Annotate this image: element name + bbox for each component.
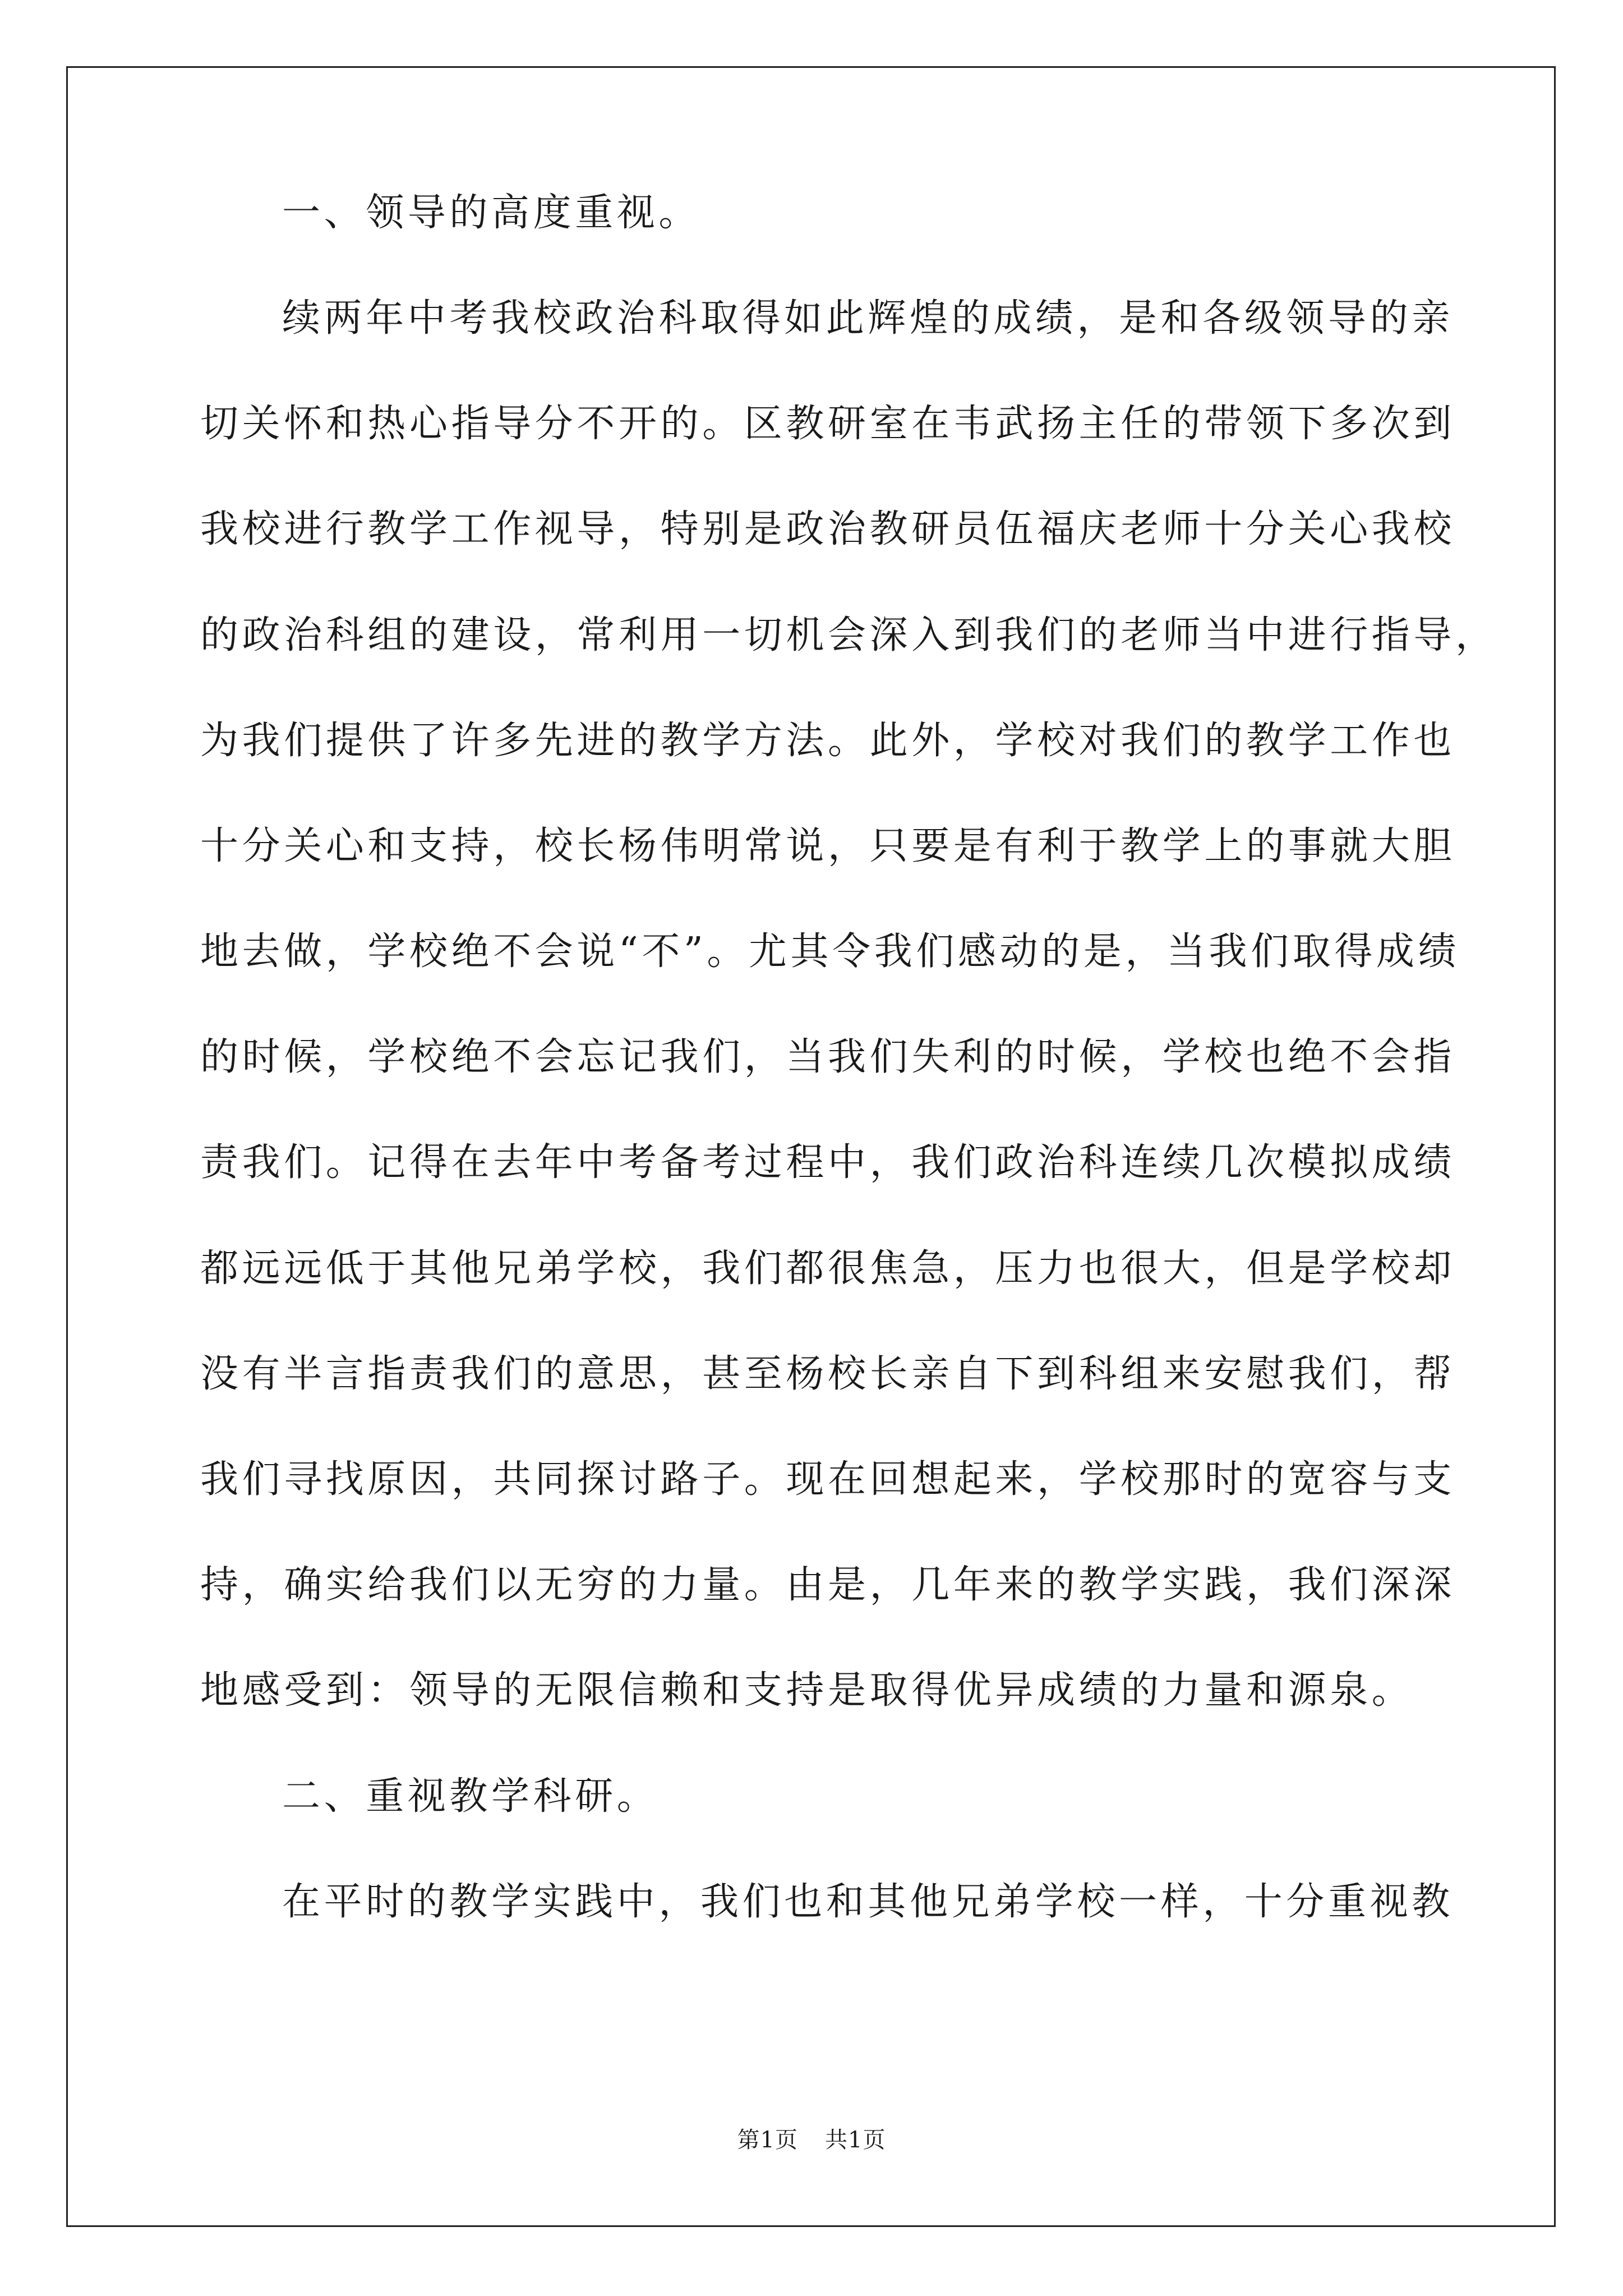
page-footer bbox=[0, 2126, 1623, 2154]
paragraph-first-line: 续两年中考我校政治科取得如此辉煌的成绩，是和各级领导的亲 bbox=[282, 296, 1454, 341]
paragraph-line: 我校进行教学工作视导，特别是政治教研员伍福庆老师十分关心我校 bbox=[200, 507, 1456, 551]
paragraph-line: 责我们。记得在去年中考备考过程中，我们政治科连续几次模拟成绩 bbox=[200, 1140, 1456, 1185]
paragraph-line: 的政治科组的建设，常利用一切机会深入到我们的老师当中进行指导， bbox=[200, 613, 1497, 657]
paragraph-line: 切关怀和热心指导分不开的。区教研室在韦武扬主任的带领下多次到 bbox=[200, 402, 1456, 446]
paragraph-line: 都远远低于其他兄弟学校，我们都很焦急，压力也很大，但是学校却 bbox=[200, 1246, 1456, 1291]
paragraph-line: 没有半言指责我们的意思，甚至杨校长亲自下到科组来安慰我们，帮 bbox=[200, 1352, 1456, 1396]
paragraph-line: 的时候，学校绝不会忘记我们，当我们失利的时候，学校也绝不会指 bbox=[200, 1035, 1456, 1079]
paragraph-first-line: 在平时的教学实践中，我们也和其他兄弟学校一样，十分重视教 bbox=[282, 1880, 1454, 1924]
page-number-total: 共1页 bbox=[825, 2127, 886, 2153]
paragraph-line: 十分关心和支持，校长杨伟明常说，只要是有利于教学上的事就大胆 bbox=[200, 824, 1456, 868]
paragraph-first-line: 一、领导的高度重视。 bbox=[282, 191, 701, 235]
paragraph-line: 我们寻找原因，共同探讨路子。现在回想起来，学校那时的宽容与支 bbox=[200, 1457, 1456, 1502]
paragraph-line: 地感受到：领导的无限信赖和支持是取得优异成绩的力量和源泉。 bbox=[200, 1668, 1414, 1713]
paragraph-line: 地去做，学校绝不会说“不”。尤其令我们感动的是，当我们取得成绩 bbox=[200, 930, 1460, 974]
paragraph-line: 持，确实给我们以无穷的力量。由是，几年来的教学实践，我们深深 bbox=[200, 1563, 1456, 1607]
paragraph-first-line: 二、重视教学科研。 bbox=[282, 1774, 659, 1819]
page-number-current: 第1页 bbox=[737, 2127, 798, 2153]
paragraph-line: 为我们提供了许多先进的教学方法。此外，学校对我们的教学工作也 bbox=[200, 719, 1456, 763]
